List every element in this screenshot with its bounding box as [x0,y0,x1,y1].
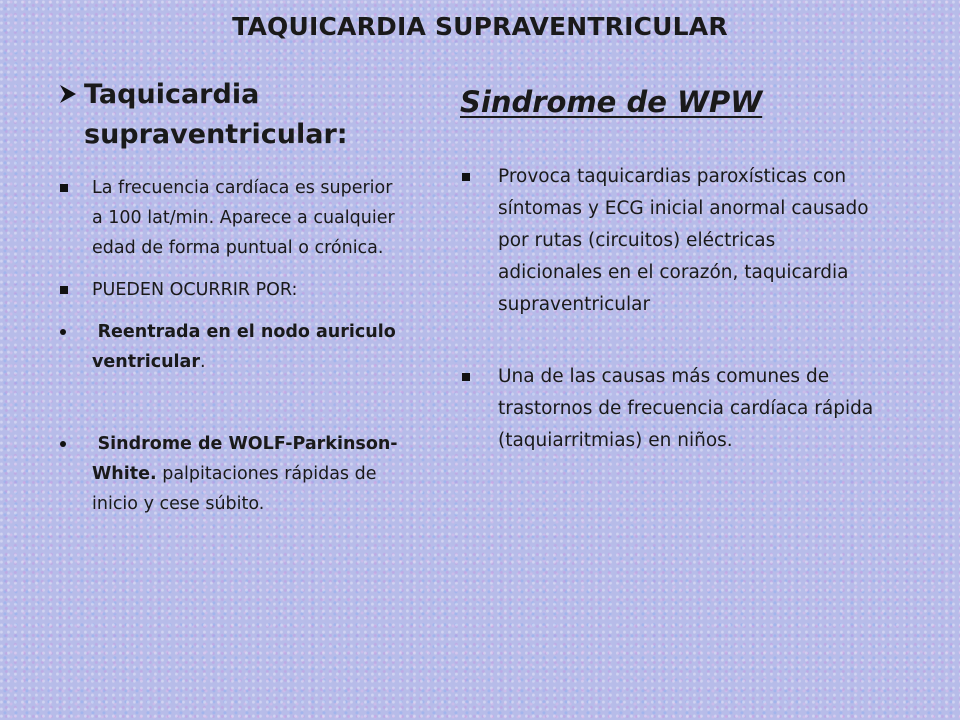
list-item-text: Una de las causas más comunes de trastornos de frecuencia cardíaca rápida (taquiarritmias) en niños. [498,366,874,451]
right-heading: Sindrome de WPW [460,85,763,119]
dot-bullet-icon [60,329,66,335]
list-item [58,275,403,305]
slide-title: TAQUICARDIA SUPRAVENTRICULAR [232,12,728,41]
list-item-text: PUEDEN OCURRIR POR: [92,280,298,300]
square-bullet-icon [60,286,68,294]
list-item [460,161,880,321]
list-item-bold-text: Reentrada en el nodo auriculo ventricular [92,322,396,372]
left-heading-bullet [58,75,403,155]
list-item-bold-text: Sindrome de WOLF-Parkinson-White. [92,434,398,484]
square-bullet-icon [462,373,470,381]
list-item-text: La frecuencia cardíaca es superior a 100 lat/min. Aparece a cualquier edad de forma puntual o crónica. [92,178,395,258]
right-column [460,80,880,457]
list-item [58,317,403,377]
square-bullet-icon [60,184,68,192]
square-bullet-icon [462,173,470,181]
left-column [58,75,403,519]
list-item-text [92,429,403,519]
list-item [58,429,403,519]
arrow-bullet-icon [58,84,84,108]
list-item-text: Provoca taquicardias paroxísticas con síntomas y ECG inicial anormal causado por rutas (circuitos) eléctricas adicionales en el corazón, taquicardia supraventricular [498,166,869,315]
list-item-suffix: palpitaciones rápidas de inicio y cese súbito. [92,464,377,514]
list-item-text [92,317,403,377]
left-heading: Taquicardia supraventricular: [84,79,348,150]
dot-bullet-icon [60,441,66,447]
list-item [460,361,880,457]
list-item-suffix: . [200,352,206,372]
list-item [58,173,403,263]
